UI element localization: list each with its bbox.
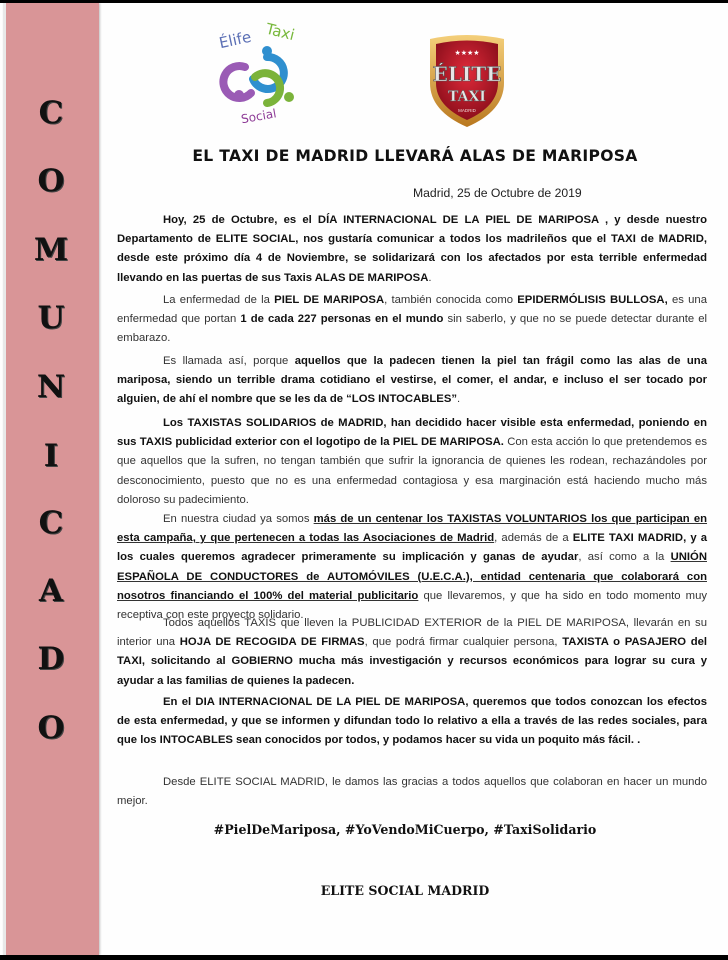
text-run: Los TAXISTAS SOLIDARIOS de MADRID, han decidido hacer visible esta enfermedad, poniendo en sus TAXIS publicidad exterior con el logotipo de la PIEL DE MARIPOSA. <box>117 417 707 449</box>
sidebar-letter: M <box>33 232 69 268</box>
paragraph-1 <box>117 211 707 288</box>
text-run: . <box>457 393 461 406</box>
text-run: UNIÓN ESPAÑOLA DE CONDUCTORES de AUTOMÓVILES (U.E.C.A.), entidad centenaria que colaborará con nosotros financiando el 100% del material publicitario <box>117 551 707 602</box>
text-run: Es llamada así, porque <box>163 355 295 367</box>
paragraph-2 <box>117 291 707 349</box>
text-run: Desde ELITE SOCIAL MADRID, le damos las gracias a todos aquellos que colaboran en hacer un mundo mejor. <box>117 776 707 808</box>
text-run: Con esta acción lo que pretendemos es que aquellos que la sufren, no tengan también que sufrir la ignorancia de quienes les rodean, rechazándoles por desconocimiento, puesto que no es una enfermedad contagiosa y esa marginación está haciendo mucho más doloroso su padecimiento. <box>117 436 707 506</box>
paragraph-6 <box>117 614 707 691</box>
sidebar-letter: A <box>38 573 64 609</box>
sidebar-letter: D <box>37 641 65 677</box>
text-run: , que podrá firmar cualquier persona, <box>364 636 563 649</box>
text-run: En el DIA INTERNACIONAL DE LA PIEL DE MARIPOSA, queremos que todos conozcan los efectos de esta enfermedad, y que se informen y difundan todo lo relativo a ella a través de las redes sociales, para que los INTOCABLES sean conocidos por todos, y podamos hacer su vida un poquito más fácil. . <box>117 696 707 747</box>
sidebar-letter: O <box>37 710 65 746</box>
text-run: TAXISTA o PASAJERO del TAXI, solicitando al GOBIERNO mucha más investigación y recursos económicos para lograr su cura y ayudar a las familias de quienes la padecen. <box>117 636 708 687</box>
text-run: HOJA DE RECOGIDA DE FIRMAS <box>179 636 365 649</box>
text-run: , también conocida como <box>384 294 518 306</box>
sidebar-edge <box>3 3 6 955</box>
paragraph-5 <box>117 510 707 625</box>
text-run: ELITE TAXI MADRID, <box>572 532 687 545</box>
document-page <box>0 3 728 955</box>
text-run: sin saberlo, y que no se puede detectar durante el embarazo. <box>117 313 708 345</box>
text-run: En nuestra ciudad ya somos <box>163 513 314 525</box>
logo-text-elite: Élife <box>217 27 253 53</box>
paragraph-8 <box>117 773 707 811</box>
sidebar-letter: O <box>37 163 65 199</box>
sidebar-letter: N <box>36 369 66 405</box>
paragraph-3 <box>117 352 707 410</box>
text-run: . <box>428 271 432 284</box>
text-run: más de un centenar los TAXISTAS VOLUNTARIOS los que participan en esta campaña, y que pertenecen a todas las Asociaciones de Madrid <box>117 513 708 545</box>
logo-text-madrid: MADRID <box>458 108 476 113</box>
text-run: PIEL DE MARIPOSA <box>274 294 385 306</box>
text-run: Todos aquellos TAXIS que lleven la PUBLICIDAD EXTERIOR de la PIEL DE MARIPOSA, llevarán en su interior una <box>117 617 707 649</box>
signature: ELITE SOCIAL MADRID <box>320 883 490 898</box>
comunicado-sidebar <box>3 3 99 955</box>
logo-text-taxi: TAXI <box>448 89 486 105</box>
sidebar-letter: U <box>37 300 65 336</box>
text-run: 1 de cada 227 personas en el mundo <box>240 313 444 326</box>
text-run: y a los cuales queremos agradecer primeramente su implicación y ganas de ayudar <box>117 532 707 564</box>
text-run: , además de a <box>494 532 573 545</box>
logo-text-elite: ÉLITE <box>432 62 502 86</box>
text-run: , así como a la <box>578 551 671 564</box>
text-run: Hoy, 25 de Octubre, es el DÍA INTERNACIONAL DE LA PIEL DE MARIPOSA , y desde nuestro Departamento de ELITE SOCIAL, nos gustaría comunicar a todos los madrileños que el TAXI de MADRID, desde este próximo día 4 de Noviembre, se solidarizará con los afectados por esta terrible enfermedad llevando en las puertas de sus Taxis ALAS DE MARIPOSA <box>117 214 707 284</box>
paragraph-7 <box>117 693 707 751</box>
document-title: EL TAXI DE MADRID LLEVARÁ ALAS DE MARIPOSA <box>192 147 638 165</box>
elite-taxi-social-logo <box>205 15 317 127</box>
sidebar-letter: C <box>38 505 64 541</box>
text-run: La enfermedad de la <box>163 294 275 306</box>
text-run: que llevaremos, y que ha sido en todo momento muy receptiva con este proyecto solidario. <box>117 589 708 622</box>
logo-text-social: Social <box>239 106 278 127</box>
document-date: Madrid, 25 de Octubre de 2019 <box>413 186 582 200</box>
text-run: EPIDERMÓLISIS BULLOSA, <box>517 294 668 306</box>
sidebar-letter: I <box>43 438 59 474</box>
stars-icon: ★★★★ <box>454 50 480 57</box>
text-run: aquellos que la padecen tienen la piel tan frágil como las alas de una mariposa, siendo un terrible drama cotidiano el vestirse, el comer, el andar, e incluso el ser tocado por alguien, de ahí el nombre que se les da de “LOS INTOCABLES” <box>117 355 707 406</box>
paragraph-4 <box>117 414 707 510</box>
hashtags: #PielDeMariposa, #YoVendoMiCuerpo, #TaxiSolidario <box>213 822 597 837</box>
elite-taxi-madrid-logo <box>420 31 514 129</box>
logo-text-taxi: Taxi <box>263 19 297 45</box>
text-run: es una enfermedad que portan <box>117 294 707 326</box>
sidebar-letter: C <box>38 95 64 131</box>
